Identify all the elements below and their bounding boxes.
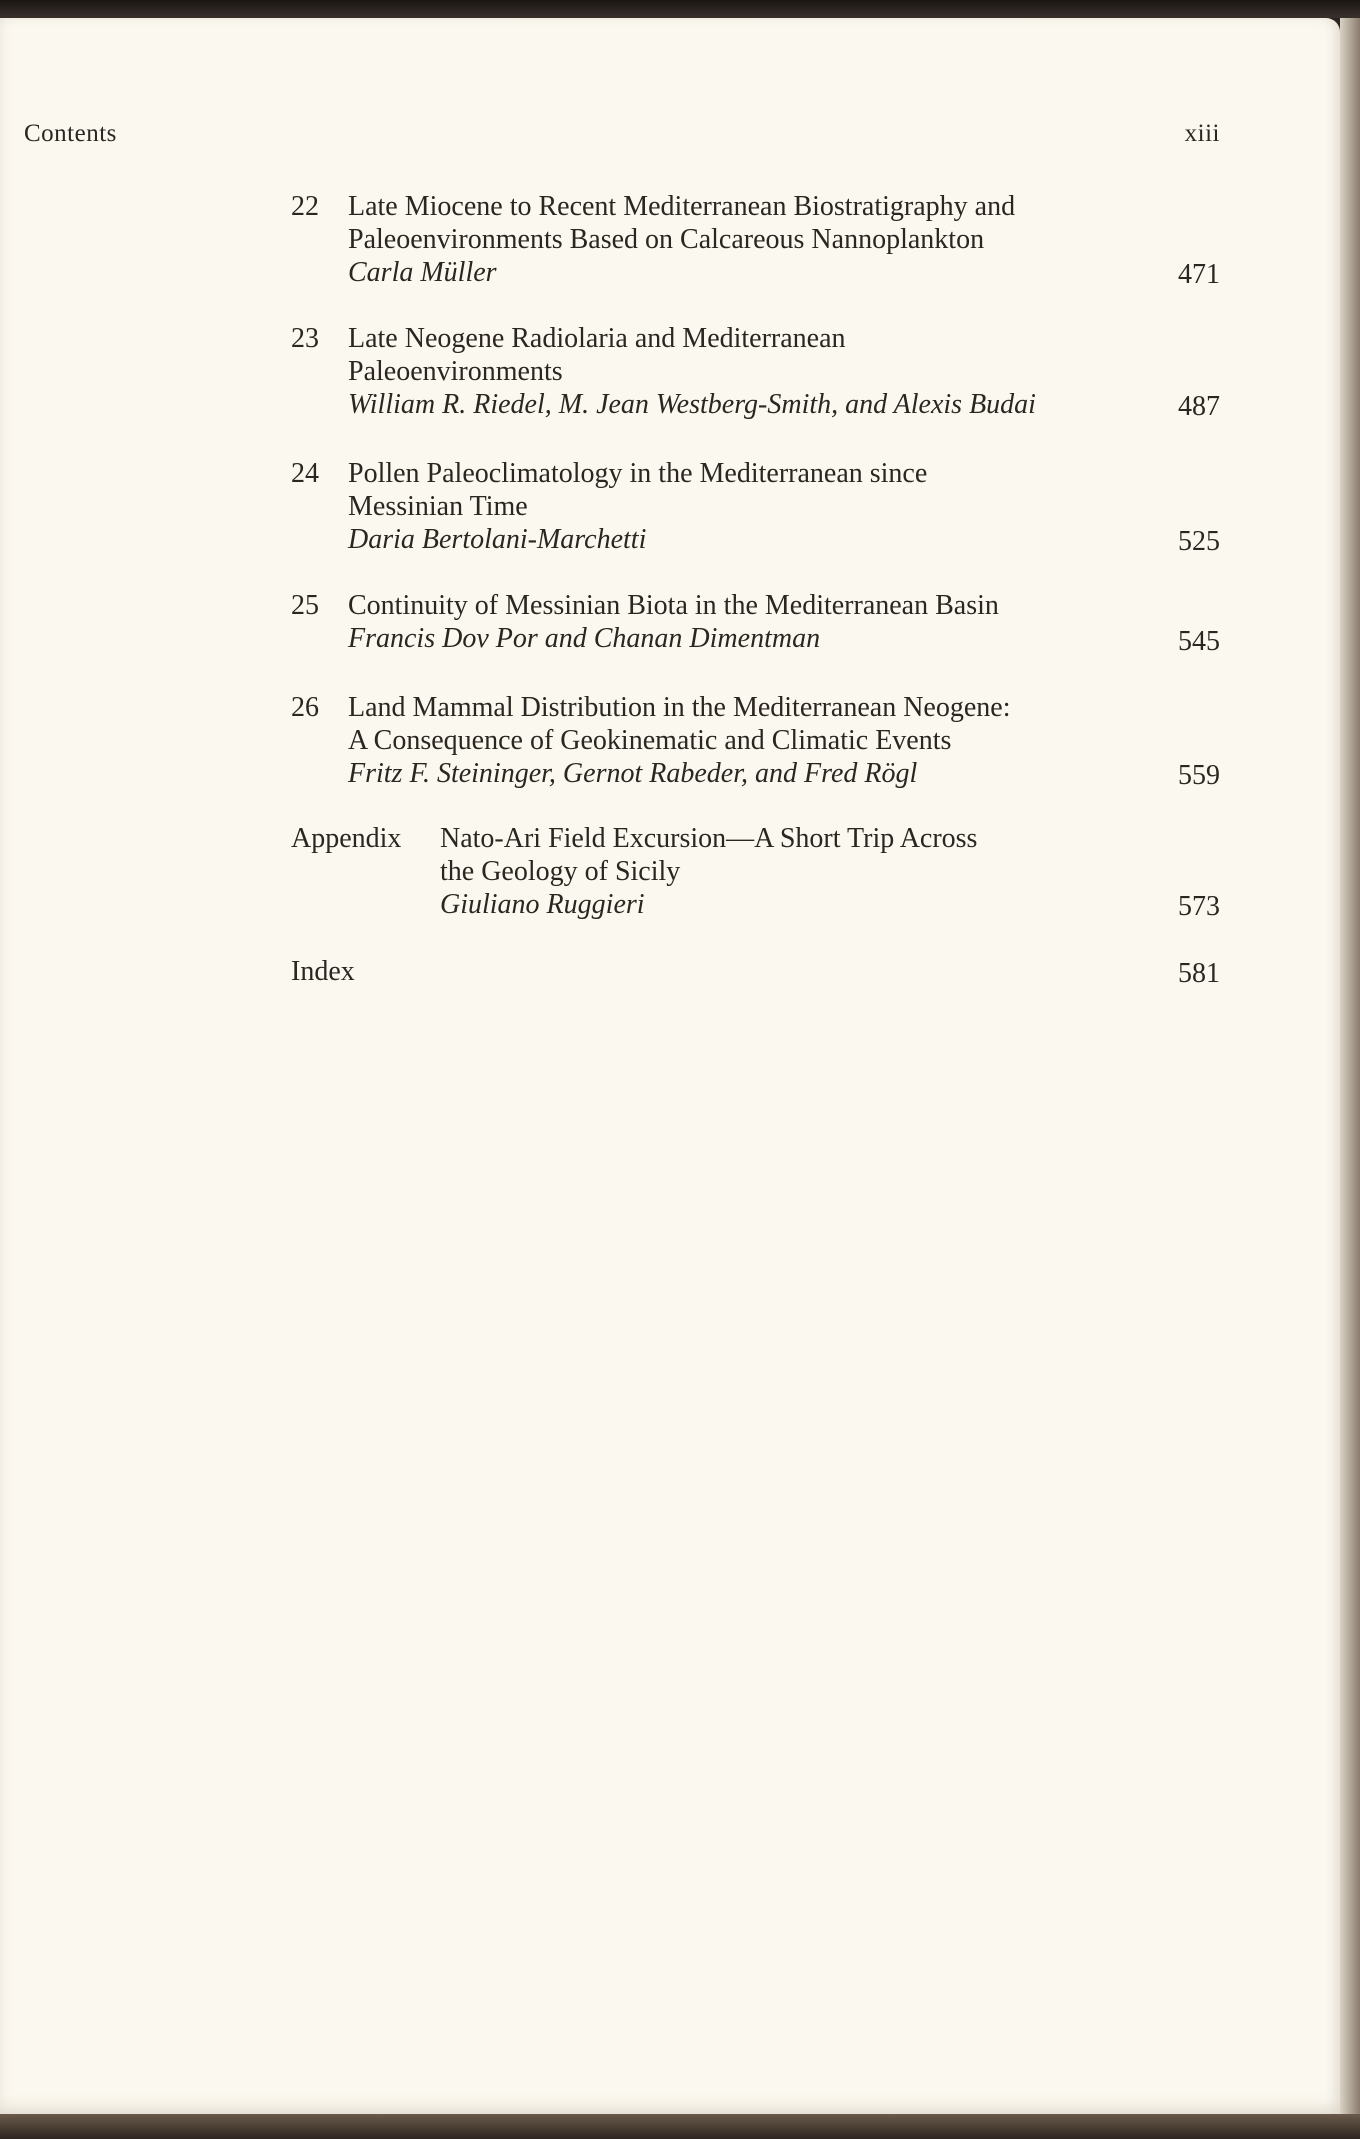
chapter-page-number: 471 <box>1178 259 1220 290</box>
chapter-title-line: Messinian Time <box>348 491 528 522</box>
chapter-number: 25 <box>291 590 319 621</box>
chapter-number: 22 <box>291 191 319 222</box>
appendix-page-number: 573 <box>1178 891 1220 922</box>
chapter-body <box>348 691 1148 790</box>
chapter-author: Daria Bertolani-Marchetti <box>348 524 647 555</box>
index-label: Index <box>291 956 355 987</box>
chapter-title-line: Pollen Paleoclimatology in the Mediterranean since <box>348 458 928 489</box>
chapter-page-number: 525 <box>1178 526 1220 557</box>
chapter-number: 24 <box>291 458 319 489</box>
chapter-title-line: Late Miocene to Recent Mediterranean Biostratigraphy and <box>348 191 1016 222</box>
chapter-title-line: Late Neogene Radiolaria and Mediterranean <box>348 323 846 354</box>
index-page-number: 581 <box>1178 958 1220 989</box>
appendix-author: Giuliano Ruggieri <box>440 889 645 920</box>
right-page-edge <box>1340 18 1360 2114</box>
appendix-body <box>440 822 1140 921</box>
top-binding-edge <box>0 0 1360 18</box>
chapter-title-line: Paleoenvironments <box>348 356 563 387</box>
appendix-label: Appendix <box>291 823 402 854</box>
chapter-body <box>348 190 1148 289</box>
chapter-page-number: 545 <box>1178 626 1220 657</box>
appendix-title-line: the Geology of Sicily <box>440 856 681 887</box>
chapter-page-number: 559 <box>1178 760 1220 791</box>
running-head-title: Contents <box>24 120 117 147</box>
chapter-body <box>348 457 1148 556</box>
chapter-body <box>348 322 1148 421</box>
page-number-roman: xiii <box>1184 120 1220 147</box>
bottom-binding-edge <box>0 2114 1360 2139</box>
chapter-author: Fritz F. Steininger, Gernot Rabeder, and Fred Rögl <box>348 758 918 789</box>
chapter-title-line: Continuity of Messinian Biota in the Mediterranean Basin <box>348 590 999 621</box>
appendix-title-line: Nato-Ari Field Excursion—A Short Trip Across <box>440 823 978 854</box>
chapter-author: William R. Riedel, M. Jean Westberg-Smith, and Alexis Budai <box>348 389 1036 420</box>
chapter-author: Carla Müller <box>348 257 497 288</box>
chapter-title-line: A Consequence of Geokinematic and Climatic Events <box>348 725 952 756</box>
chapter-author: Francis Dov Por and Chanan Dimentman <box>348 623 821 654</box>
chapter-title-line: Paleoenvironments Based on Calcareous Nannoplankton <box>348 224 985 255</box>
chapter-page-number: 487 <box>1178 391 1220 422</box>
chapter-number: 26 <box>291 692 319 723</box>
chapter-title-line: Land Mammal Distribution in the Mediterranean Neogene: <box>348 692 1011 723</box>
chapter-body <box>348 589 1148 655</box>
chapter-number: 23 <box>291 323 319 354</box>
